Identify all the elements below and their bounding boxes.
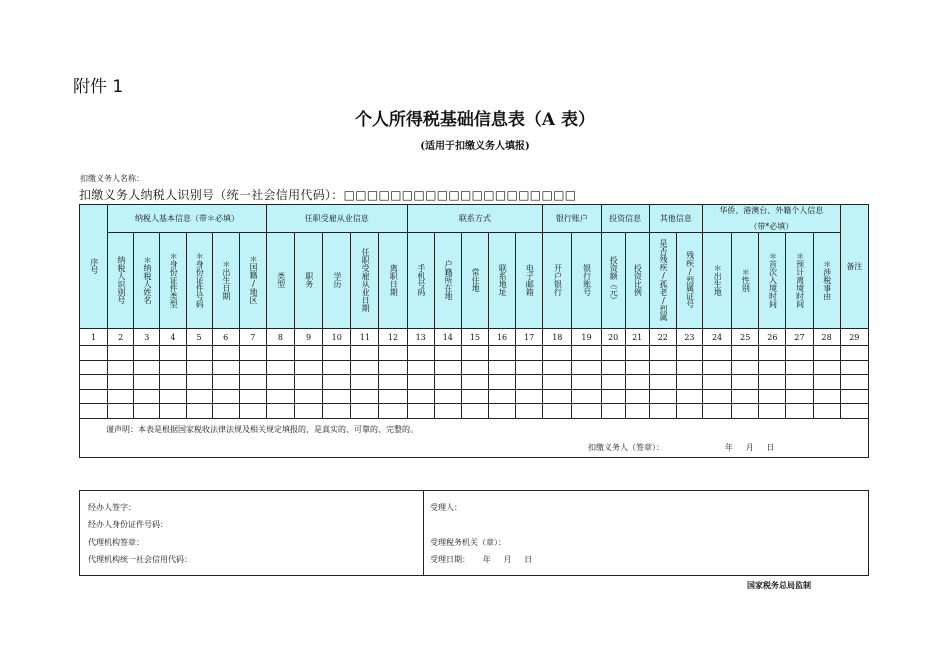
table-cell[interactable]	[323, 346, 351, 361]
table-cell[interactable]	[625, 389, 649, 404]
table-cell[interactable]	[134, 346, 160, 361]
table-cell[interactable]	[786, 360, 813, 375]
table-cell[interactable]	[703, 404, 732, 419]
table-cell[interactable]	[239, 360, 266, 375]
column-header	[108, 233, 134, 329]
column-index: 25	[732, 329, 759, 346]
column-index: 19	[572, 329, 601, 346]
group-basic-info: 纳税人基本信息（带＊必填）	[108, 205, 267, 233]
table-cell[interactable]	[134, 375, 160, 390]
table-cell[interactable]	[649, 360, 676, 375]
table-cell[interactable]	[295, 375, 323, 390]
table-row[interactable]	[80, 346, 869, 361]
table-cell[interactable]	[379, 346, 407, 361]
column-header-label: ＊首次入境时间	[768, 251, 778, 308]
column-index: 11	[351, 329, 379, 346]
column-header	[786, 233, 813, 329]
column-header-label: 学历	[332, 271, 342, 288]
column-index: 27	[786, 329, 813, 346]
table-cell[interactable]	[786, 389, 813, 404]
table-cell[interactable]	[351, 346, 379, 361]
table-cell[interactable]	[80, 389, 108, 404]
table-cell[interactable]	[572, 375, 601, 390]
column-header	[186, 233, 212, 329]
table-cell[interactable]	[601, 389, 625, 404]
table-cell[interactable]	[434, 346, 461, 361]
table-cell[interactable]	[212, 360, 239, 375]
table-cell[interactable]	[649, 404, 676, 419]
column-header	[351, 233, 379, 329]
table-cell[interactable]	[516, 389, 543, 404]
declaration-cell	[80, 418, 869, 457]
basic-info-table	[79, 204, 869, 458]
column-index: 10	[323, 329, 351, 346]
table-cell[interactable]	[266, 346, 294, 361]
table-cell[interactable]	[601, 404, 625, 419]
column-header	[601, 233, 625, 329]
table-cell[interactable]	[379, 375, 407, 390]
column-index: 21	[625, 329, 649, 346]
column-header	[625, 233, 649, 329]
footer-issuer: 国家税务总局监制	[747, 580, 811, 590]
column-header-label: ＊出生地	[713, 263, 723, 296]
table-cell[interactable]	[572, 346, 601, 361]
table-cell[interactable]	[351, 360, 379, 375]
signature-section	[79, 490, 869, 576]
table-cell[interactable]	[703, 360, 732, 375]
table-cell[interactable]	[676, 389, 702, 404]
column-index: 16	[488, 329, 515, 346]
table-cell[interactable]	[266, 389, 294, 404]
column-header-label: ＊性别	[741, 267, 751, 292]
column-index: 4	[160, 329, 186, 346]
table-cell[interactable]	[601, 360, 625, 375]
table-cell[interactable]	[732, 404, 759, 419]
table-cell[interactable]	[108, 389, 134, 404]
table-cell[interactable]	[407, 346, 434, 361]
table-row[interactable]	[80, 404, 869, 419]
table-cell[interactable]	[572, 360, 601, 375]
column-index: 12	[379, 329, 407, 346]
column-header	[160, 233, 186, 329]
table-cell[interactable]	[703, 375, 732, 390]
column-header-label: 电子邮箱	[525, 263, 535, 296]
table-cell[interactable]	[379, 360, 407, 375]
col-seq-header: 序号	[80, 205, 108, 329]
table-cell[interactable]	[516, 346, 543, 361]
column-index: 26	[759, 329, 786, 346]
table-cell[interactable]	[601, 346, 625, 361]
column-index: 5	[186, 329, 212, 346]
table-cell[interactable]	[649, 389, 676, 404]
column-header-label: 离职日期	[389, 263, 399, 296]
column-header	[572, 233, 601, 329]
column-header-label: ＊身份证件类型	[169, 251, 179, 308]
table-cell[interactable]	[676, 375, 702, 390]
table-cell[interactable]	[601, 375, 625, 390]
table-cell[interactable]	[379, 389, 407, 404]
table-row[interactable]	[80, 360, 869, 375]
table-cell[interactable]	[461, 389, 488, 404]
table-cell[interactable]	[625, 375, 649, 390]
column-header-label: 纳税人识别号	[116, 255, 126, 304]
column-header-label: 投资额（元）	[609, 255, 619, 304]
column-index: 13	[407, 329, 434, 346]
column-index: 23	[676, 329, 702, 346]
table-cell[interactable]	[488, 360, 515, 375]
tax-office-label: 受理税务机关（章）：	[430, 538, 506, 547]
table-cell[interactable]	[840, 375, 868, 390]
column-index: 7	[239, 329, 266, 346]
withholder-signature: 扣缴义务人（签章）： 年 月 日	[588, 442, 775, 452]
table-cell[interactable]	[434, 360, 461, 375]
table-cell[interactable]	[813, 389, 840, 404]
table-cell[interactable]	[160, 346, 186, 361]
column-header-label: 开户银行	[553, 263, 563, 296]
table-cell[interactable]	[488, 375, 515, 390]
table-cell[interactable]	[572, 404, 601, 419]
table-cell[interactable]	[108, 346, 134, 361]
column-header	[649, 233, 676, 329]
column-header	[134, 233, 160, 329]
column-index: 18	[543, 329, 572, 346]
group-invest: 投资信息	[601, 205, 649, 233]
table-cell[interactable]	[239, 375, 266, 390]
table-cell[interactable]	[212, 404, 239, 419]
table-cell[interactable]	[379, 404, 407, 419]
table-cell[interactable]	[786, 375, 813, 390]
column-header	[543, 233, 572, 329]
table-cell[interactable]	[212, 389, 239, 404]
table-cell[interactable]	[840, 404, 868, 419]
table-cell[interactable]	[134, 389, 160, 404]
section-divider	[423, 491, 424, 575]
table-cell[interactable]	[625, 346, 649, 361]
column-header	[407, 233, 434, 329]
column-index: 29	[840, 329, 868, 346]
table-cell[interactable]	[239, 404, 266, 419]
table-cell[interactable]	[351, 389, 379, 404]
column-header	[759, 233, 786, 329]
table-cell[interactable]	[703, 346, 732, 361]
table-cell[interactable]	[80, 404, 108, 419]
group-contact: 联系方式	[407, 205, 543, 233]
column-index: 6	[212, 329, 239, 346]
column-header-label: ＊国籍/地区	[249, 255, 259, 304]
table-cell[interactable]	[732, 360, 759, 375]
table-cell[interactable]	[323, 389, 351, 404]
table-cell[interactable]	[676, 346, 702, 361]
column-index: 28	[813, 329, 840, 346]
table-cell[interactable]	[266, 360, 294, 375]
table-cell[interactable]	[813, 360, 840, 375]
table-cell[interactable]	[488, 389, 515, 404]
column-header-label: ＊身份证件号码	[195, 251, 205, 308]
column-index: 2	[108, 329, 134, 346]
table-cell[interactable]	[543, 389, 572, 404]
column-header-label: 是否残疾/孤老/烈属	[659, 238, 668, 321]
table-cell[interactable]	[516, 360, 543, 375]
column-header-label: ＊涉税事由	[822, 259, 832, 300]
column-index: 14	[434, 329, 461, 346]
table-cell[interactable]	[786, 346, 813, 361]
table-cell[interactable]	[786, 404, 813, 419]
table-cell[interactable]	[732, 389, 759, 404]
handler-id-label: 经办人身份证件号码：	[88, 520, 168, 529]
group-overseas: 华侨、港澳台、外籍个人信息 （带*必填）	[703, 205, 841, 233]
table-cell[interactable]	[186, 375, 212, 390]
column-header	[516, 233, 543, 329]
table-cell[interactable]	[160, 404, 186, 419]
table-cell[interactable]	[134, 404, 160, 419]
table-cell[interactable]	[160, 375, 186, 390]
table-cell[interactable]	[732, 375, 759, 390]
column-header	[461, 233, 488, 329]
column-header-label: 手机号码	[416, 263, 426, 296]
table-cell[interactable]	[160, 360, 186, 375]
table-cell[interactable]	[625, 404, 649, 419]
table-cell[interactable]	[323, 404, 351, 419]
form-subtitle: (适用于扣缴义务人填报)	[420, 141, 530, 152]
table-cell[interactable]	[461, 404, 488, 419]
table-cell[interactable]	[840, 360, 868, 375]
column-header-label: 残疾/烈属证号	[685, 251, 695, 308]
table-cell[interactable]	[295, 360, 323, 375]
table-cell[interactable]	[134, 360, 160, 375]
group-bank: 银行账户	[543, 205, 601, 233]
handler-sign-label: 经办人签字：	[88, 503, 136, 512]
agency-code-label: 代理机构统一社会信用代码：	[88, 555, 192, 564]
column-header	[239, 233, 266, 329]
column-index: 17	[516, 329, 543, 346]
column-header	[266, 233, 294, 329]
table-cell[interactable]	[186, 346, 212, 361]
table-cell[interactable]	[649, 346, 676, 361]
column-header	[323, 233, 351, 329]
column-header	[379, 233, 407, 329]
table-cell[interactable]	[80, 360, 108, 375]
table-cell[interactable]	[759, 404, 786, 419]
column-index: 3	[134, 329, 160, 346]
column-index: 22	[649, 329, 676, 346]
table-cell[interactable]	[759, 375, 786, 390]
table-cell[interactable]	[543, 346, 572, 361]
column-header-label: ＊出生日期	[221, 259, 231, 300]
table-cell[interactable]	[676, 360, 702, 375]
table-cell[interactable]	[732, 346, 759, 361]
table-cell[interactable]	[759, 360, 786, 375]
table-cell[interactable]	[80, 375, 108, 390]
attachment-label: 附件 1	[73, 77, 124, 97]
column-header-label: 户籍所在地	[443, 259, 453, 300]
column-header-label: ＊纳税人姓名	[143, 255, 153, 304]
receiver-label: 受理人：	[430, 503, 462, 512]
col-remark-header: 备注	[840, 205, 868, 329]
table-cell[interactable]	[840, 346, 868, 361]
withholder-name-label: 扣缴义务人名称：	[80, 174, 144, 183]
table-cell[interactable]	[434, 404, 461, 419]
column-header	[703, 233, 732, 329]
receive-date-label: 受理日期： 年 月 日	[430, 555, 533, 564]
group-other: 其他信息	[649, 205, 702, 233]
column-index: 9	[295, 329, 323, 346]
table-cell[interactable]	[703, 389, 732, 404]
table-cell[interactable]	[488, 346, 515, 361]
table-cell[interactable]	[108, 375, 134, 390]
table-cell[interactable]	[625, 360, 649, 375]
table-cell[interactable]	[295, 389, 323, 404]
table-cell[interactable]	[266, 404, 294, 419]
table-cell[interactable]	[108, 360, 134, 375]
column-index: 20	[601, 329, 625, 346]
table-cell[interactable]	[407, 375, 434, 390]
table-cell[interactable]	[80, 346, 108, 361]
table-cell[interactable]	[407, 360, 434, 375]
table-row[interactable]	[80, 389, 869, 404]
column-header-label: 职务	[304, 271, 314, 288]
agency-seal-label: 代理机构签章：	[88, 538, 144, 547]
table-cell[interactable]	[813, 375, 840, 390]
table-cell[interactable]	[676, 404, 702, 419]
table-cell[interactable]	[160, 389, 186, 404]
table-cell[interactable]	[239, 389, 266, 404]
table-cell[interactable]	[323, 360, 351, 375]
withholder-id-label: 扣缴义务人纳税人识别号（统一社会信用代码）：□□□□□□□□□□□□□□□□□□□□	[79, 188, 577, 202]
table-cell[interactable]	[186, 389, 212, 404]
table-cell[interactable]	[543, 360, 572, 375]
table-cell[interactable]	[649, 375, 676, 390]
table-cell[interactable]	[461, 346, 488, 361]
table-cell[interactable]	[516, 375, 543, 390]
table-cell[interactable]	[543, 375, 572, 390]
table-cell[interactable]	[840, 389, 868, 404]
table-cell[interactable]	[212, 375, 239, 390]
table-cell[interactable]	[186, 360, 212, 375]
table-cell[interactable]	[407, 404, 434, 419]
form-title: 个人所得税基础信息表（A 表）	[354, 110, 596, 130]
table-cell[interactable]	[239, 346, 266, 361]
table-cell[interactable]	[407, 389, 434, 404]
column-index: 24	[703, 329, 732, 346]
column-header	[212, 233, 239, 329]
column-header	[813, 233, 840, 329]
column-header	[676, 233, 702, 329]
table-cell[interactable]	[572, 389, 601, 404]
column-header-label: 联系地址	[498, 263, 508, 296]
table-cell[interactable]	[295, 346, 323, 361]
table-cell[interactable]	[186, 404, 212, 419]
column-header-label: 投资比例	[633, 263, 643, 296]
table-cell[interactable]	[266, 375, 294, 390]
table-cell[interactable]	[212, 346, 239, 361]
table-cell[interactable]	[351, 375, 379, 390]
column-index: 8	[266, 329, 294, 346]
column-header-label: 任职受雇从业日期	[361, 247, 371, 312]
table-cell[interactable]	[759, 389, 786, 404]
table-cell[interactable]	[351, 404, 379, 419]
table-cell[interactable]	[323, 375, 351, 390]
column-header	[732, 233, 759, 329]
column-header-label: 类型	[276, 271, 286, 288]
column-index: 1	[80, 329, 108, 346]
table-row[interactable]	[80, 375, 869, 390]
column-header	[295, 233, 323, 329]
column-header	[434, 233, 461, 329]
table-cell[interactable]	[461, 360, 488, 375]
table-cell[interactable]	[759, 346, 786, 361]
table-cell[interactable]	[488, 404, 515, 419]
table-cell[interactable]	[516, 404, 543, 419]
table-cell[interactable]	[461, 375, 488, 390]
table-cell[interactable]	[434, 375, 461, 390]
column-header	[488, 233, 515, 329]
table-cell[interactable]	[543, 404, 572, 419]
column-header-label: 常住地	[471, 267, 481, 292]
column-index: 15	[461, 329, 488, 346]
table-cell[interactable]	[434, 389, 461, 404]
table-cell[interactable]	[108, 404, 134, 419]
table-cell[interactable]	[813, 346, 840, 361]
column-header-label: ＊预计离境时间	[795, 251, 805, 308]
column-header-label: 银行账号	[582, 263, 592, 296]
table-cell[interactable]	[813, 404, 840, 419]
declaration-text: 谨声明：本表是根据国家税收法律法规及相关规定填报的，是真实的、可靠的、完整的。	[106, 424, 418, 434]
table-cell[interactable]	[295, 404, 323, 419]
group-employment: 任职受雇从业信息	[266, 205, 407, 233]
